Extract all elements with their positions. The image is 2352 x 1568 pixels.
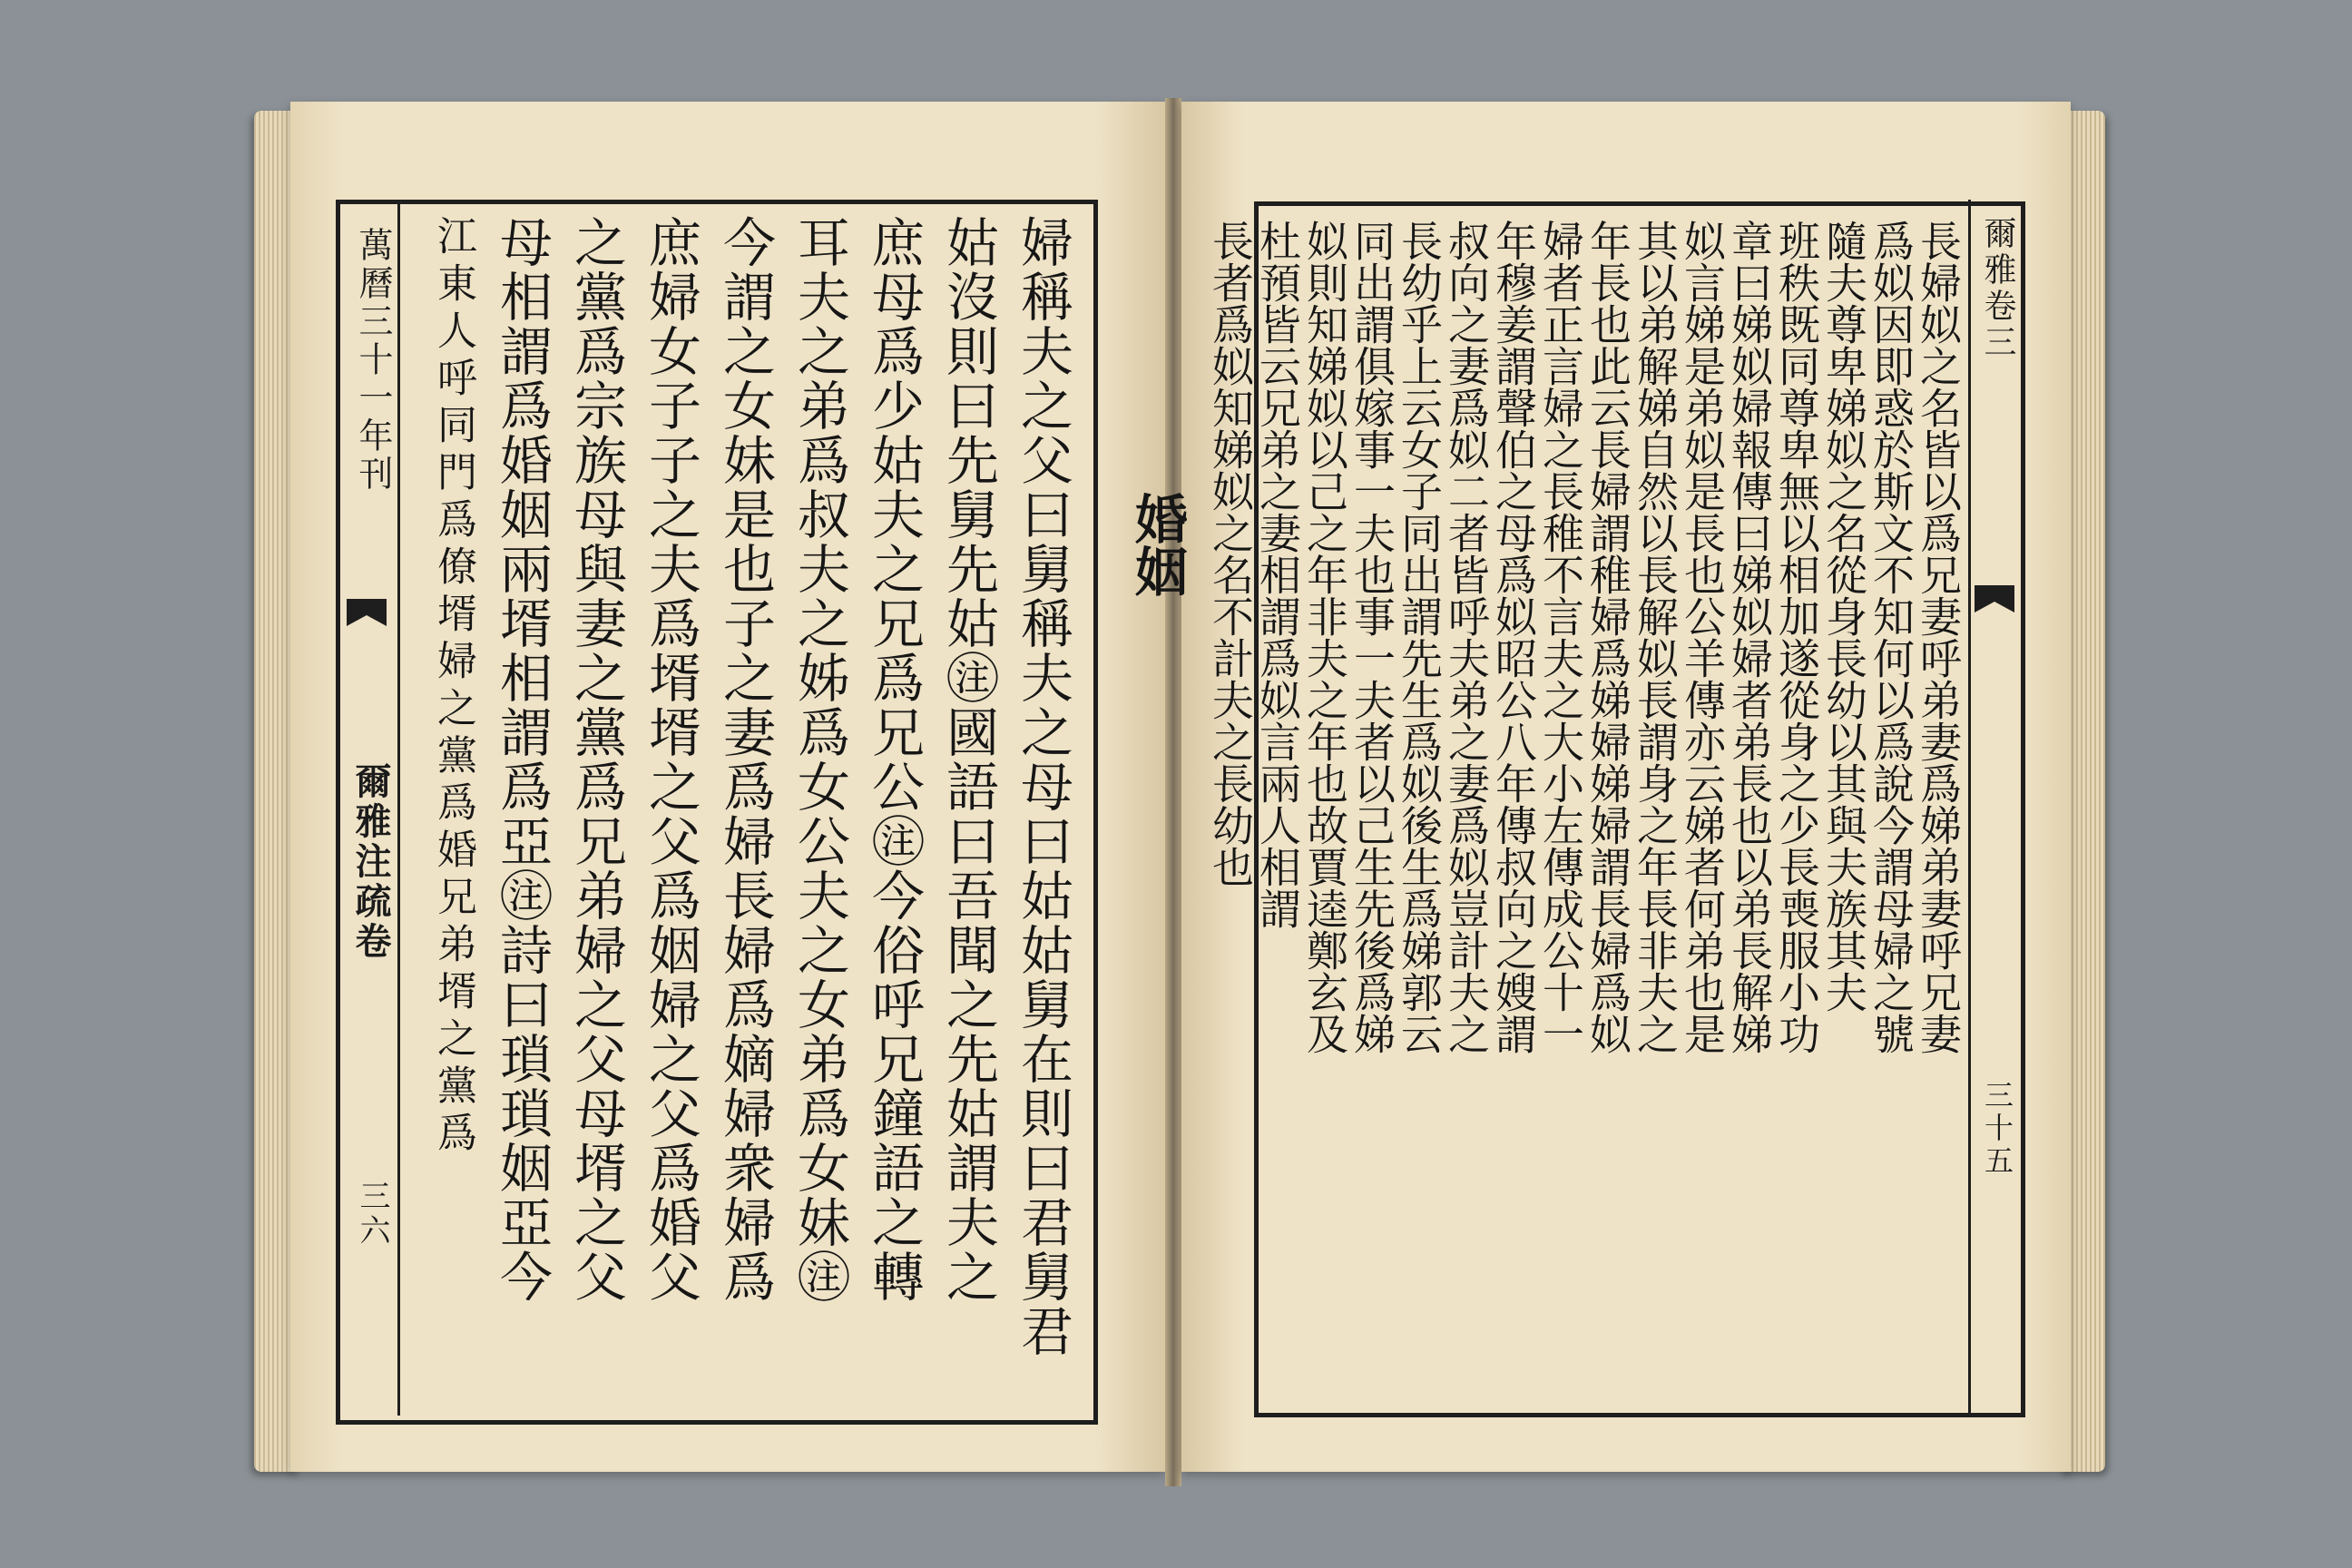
text-column: 長婦姒之名皆以爲兄妻呼弟妻爲娣弟妻呼兄妻 (1914, 220, 1963, 1054)
text-column: 耳夫之弟爲叔夫之姊爲女公夫之女弟爲女妹㊟ (789, 215, 850, 1304)
left-margin-title: 萬曆三十一年刊 (353, 227, 393, 494)
right-margin-title: 爾雅卷三 (1979, 216, 2016, 361)
text-column: 江東人呼同門爲僚壻婦之黨爲婚兄弟壻之黨爲 (430, 215, 476, 1159)
open-book (254, 98, 2105, 1495)
text-column: 杜預皆云兄弟之妻相謂爲姒言兩人相謂 (1253, 220, 1302, 929)
text-column: 婦稱夫之父曰舅稱夫之母曰姑姑舅在則曰君舅君 (1012, 215, 1073, 1358)
text-column: 之黨爲宗族母與妻之黨爲兄弟婦之父母壻之父 (565, 215, 627, 1304)
text-column: 年穆姜謂聲伯之母爲姒昭公八年傳叔向之嫂謂 (1489, 220, 1538, 1054)
text-column: 婦者正言婦之長稚不言夫之大小左傳成公十一 (1536, 220, 1585, 1054)
left-margin-column (336, 200, 400, 1416)
right-page-number: 三十五 (1980, 1080, 2014, 1178)
fishtail-mark (1975, 585, 2014, 612)
left-page-number: 三六 (354, 1180, 390, 1249)
text-column: 隨夫尊卑娣姒之名從身長幼以其與夫族其夫 (1819, 220, 1868, 1013)
fishtail-mark (347, 599, 387, 626)
text-column: 年長也此云長婦謂稚婦爲娣婦娣婦謂長婦爲姒 (1583, 220, 1632, 1054)
left-margin-subtitle: 爾雅注疏卷 (349, 762, 392, 962)
text-column: 其以弟解娣自然以長解姒長謂身之年長非夫之 (1631, 220, 1680, 1054)
text-column: 長者爲姒知娣姒之名不計夫之長幼也 (1206, 220, 1255, 887)
text-column: 今謂之女妹是也子之妻爲婦長婦爲嫡婦衆婦爲 (714, 215, 776, 1304)
text-column: 同出謂俱嫁事一夫也事一夫者以己生先後爲娣 (1348, 220, 1396, 1054)
text-column: 長幼乎上云女子同出謂先生爲姒後生爲娣郭云 (1395, 220, 1444, 1054)
text-column: 章曰娣姒婦報傳曰娣姒婦者弟長也以弟長解娣 (1725, 220, 1774, 1054)
left-text-columns (408, 215, 1080, 1413)
text-column: 庶母爲少姑夫之兄爲兄公㊟今俗呼兄鐘語之轉 (863, 215, 925, 1304)
text-column: 叔向之妻爲姒二者皆呼夫弟之妻爲姒豈計夫之 (1442, 220, 1491, 1054)
left-page (290, 102, 1165, 1472)
text-column: 爲姒因即惑於斯文不知何以爲說今謂母婦之號 (1867, 220, 1916, 1054)
text-column: 母相謂爲婚姻兩壻相謂爲亞㊟詩曰瑣瑣姻亞今 (491, 215, 553, 1304)
text-column: 姒言娣是弟姒是長也公羊傳亦云娣者何弟也是 (1678, 220, 1727, 1054)
right-text-columns (1126, 220, 1963, 1399)
text-column: 姒則知娣姒以己之年非夫之年也故賈逵鄭玄及 (1300, 220, 1349, 1054)
right-page (1126, 102, 2071, 1472)
section-heading: 婚姻 (1126, 492, 1188, 597)
text-column: 庶婦女子子之夫爲壻壻之父爲姻婦之父爲婚父 (640, 215, 701, 1304)
text-column: 姑沒則曰先舅先姑㊟國語曰吾聞之先姑謂夫之 (937, 215, 999, 1304)
text-column: 班秩既同尊卑無以相加遂從身之少長喪服小功 (1772, 220, 1821, 1054)
right-margin-column (1968, 200, 2016, 1416)
